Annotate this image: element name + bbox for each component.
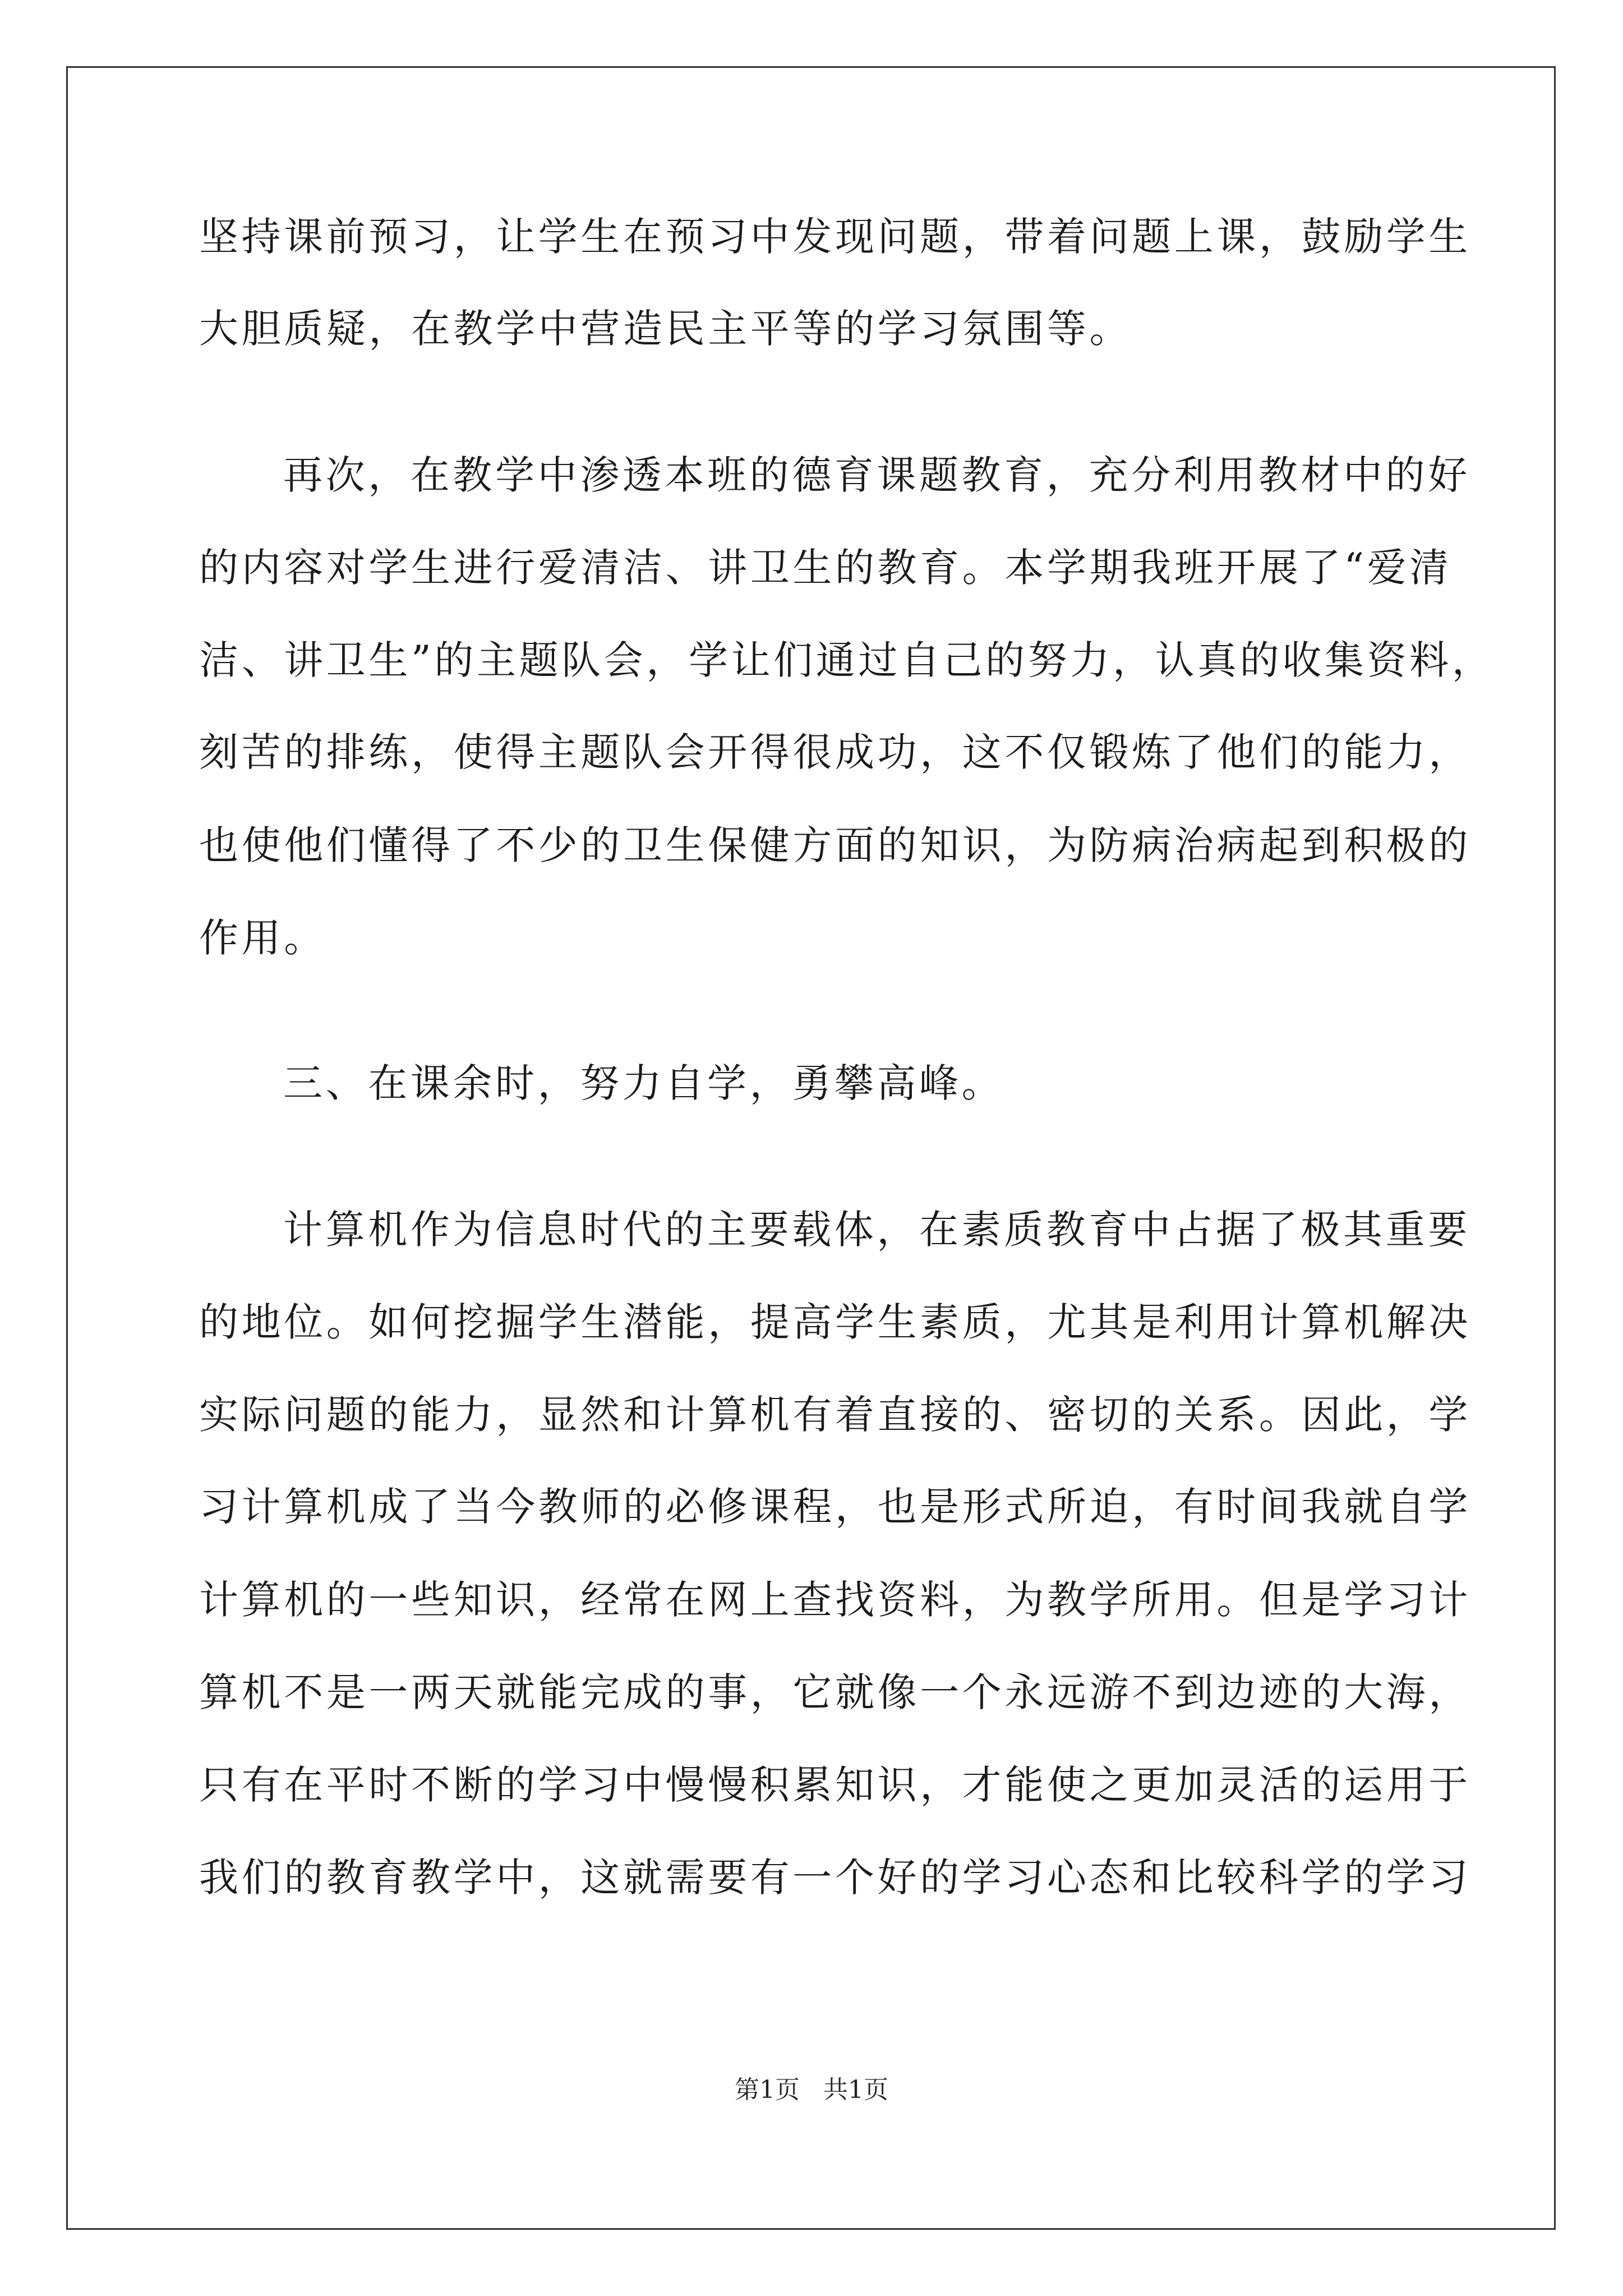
text-line: 的内容对学生进行爱清洁、讲卫生的教育。本学期我班开展了“爱清 xyxy=(199,545,1452,591)
text-line: 计算机的一些知识，经常在网上查找资料，为教学所用。但是学习计 xyxy=(199,1577,1471,1623)
text-line: 我们的教育教学中，这就需要有一个好的学习心态和比较科学的学习 xyxy=(199,1855,1471,1901)
text-line: 也使他们懂得了不少的卫生保健方面的知识，为防病治病起到积极的 xyxy=(199,822,1471,868)
section-heading: 三、在课余时，努力自学，勇攀高峰。 xyxy=(283,1060,1004,1106)
text-line: 坚持课前预习，让学生在预习中发现问题，带着问题上课，鼓励学生 xyxy=(199,214,1471,260)
text-line: 大胆质疑，在教学中营造民主平等的学习氛围等。 xyxy=(199,306,1132,352)
text-line: 刻苦的排练，使得主题队会开得很成功，这不仅锻炼了他们的能力， xyxy=(199,729,1471,775)
page-number: 第1页 xyxy=(735,2076,800,2104)
text-line: 作用。 xyxy=(199,915,326,961)
page-border xyxy=(66,66,1556,2230)
text-line: 算机不是一两天就能完成的事，它就像一个永远游不到边迹的大海， xyxy=(199,1669,1471,1715)
page-total: 共1页 xyxy=(823,2076,888,2104)
page-footer xyxy=(0,2074,1623,2106)
paragraph-first-line: 计算机作为信息时代的主要载体，在素质教育中占据了极其重要 xyxy=(283,1207,1470,1253)
text-line: 洁、讲卫生”的主题队会，学让们通过自己的努力，认真的收集资料， xyxy=(199,637,1495,683)
text-line: 只有在平时不断的学习中慢慢积累知识，才能使之更加灵活的运用于 xyxy=(199,1762,1471,1808)
text-line: 习计算机成了当今教师的必修课程，也是形式所迫，有时间我就自学 xyxy=(199,1484,1471,1530)
text-line: 的地位。如何挖掘学生潜能，提高学生素质，尤其是利用计算机解决 xyxy=(199,1299,1471,1345)
paragraph-first-line: 再次，在教学中渗透本班的德育课题教育，充分利用教材中的好 xyxy=(283,452,1470,498)
text-line: 实际问题的能力，显然和计算机有着直接的、密切的关系。因此，学 xyxy=(199,1392,1471,1438)
